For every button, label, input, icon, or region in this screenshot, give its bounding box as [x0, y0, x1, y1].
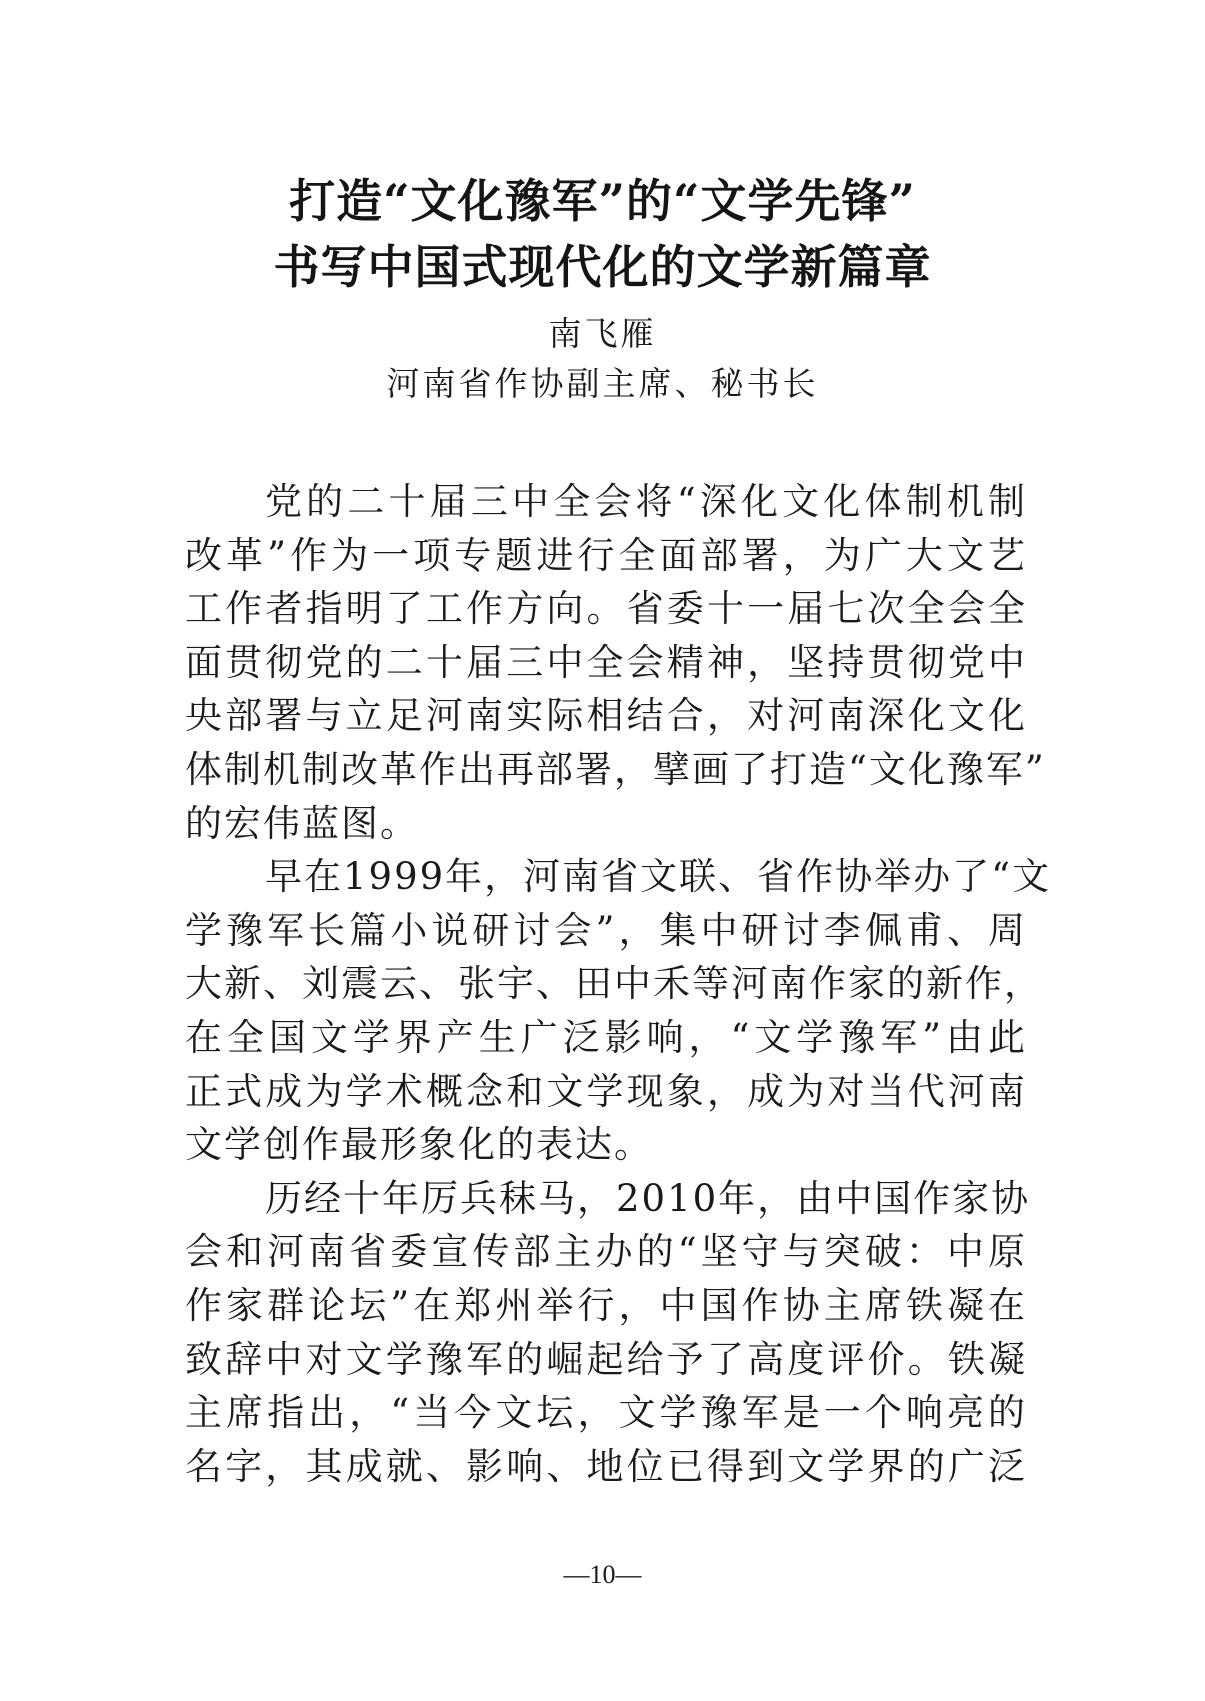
author-name: 南飞雁	[548, 314, 657, 353]
paragraph	[185, 475, 1046, 850]
title-line-2: 书写中国式现代化的文学新篇章	[273, 240, 932, 294]
text-line: 面贯彻党的二十届三中全会精神，坚持贯彻党中	[185, 640, 1027, 684]
title-line-1: 打造“文化豫军”的“文学先锋”	[289, 174, 916, 228]
text-line: 作家群论坛”在郑州举行，中国作协主席铁凝在	[185, 1283, 1027, 1327]
text-line: 历经十年厉兵秣马，2010年，由中国作家协	[265, 1176, 1031, 1220]
text-line: 致辞中对文学豫军的崛起给予了高度评价。铁凝	[185, 1337, 1027, 1381]
text-line: 会和河南省委宣传部主办的“坚守与突破：中原	[185, 1230, 1027, 1274]
text-line: 学豫军长篇小说研讨会”，集中研讨李佩甫、周	[185, 908, 1027, 952]
paragraph	[185, 1172, 1031, 1494]
text-line: 早在1999年，河南省文联、省作协举办了“文	[265, 855, 1052, 899]
page-number: —10—	[563, 1560, 642, 1589]
text-line: 体制机制改革作出再部署，擘画了打造“文化豫军”	[185, 747, 1046, 791]
text-line: 在全国文学界产生广泛影响，“文学豫军”由此	[185, 1015, 1027, 1059]
text-line: 文学创作最形象化的表达。	[185, 1123, 653, 1167]
text-line: 主席指出，“当今文坛，文学豫军是一个响亮的	[185, 1391, 1027, 1435]
article-body	[185, 475, 1052, 1493]
paragraph	[185, 850, 1052, 1172]
author-affiliation: 河南省作协副主席、秘书长	[386, 364, 819, 403]
text-line: 央部署与立足河南实际相结合，对河南深化文化	[185, 694, 1027, 738]
text-line: 大新、刘震云、张宇、田中禾等河南作家的新作，	[185, 962, 1043, 1006]
text-line: 正式成为学术概念和文学现象，成为对当代河南	[185, 1069, 1027, 1113]
text-line: 改革”作为一项专题进行全面部署，为广大文艺	[185, 533, 1027, 577]
text-line: 工作者指明了工作方向。省委十一届七次全会全	[185, 587, 1027, 631]
text-line: 党的二十届三中全会将“深化文化体制机制	[265, 480, 1027, 523]
text-line: 的宏伟蓝图。	[185, 801, 419, 845]
text-line: 名字，其成就、影响、地位已得到文学界的广泛	[185, 1444, 1027, 1488]
